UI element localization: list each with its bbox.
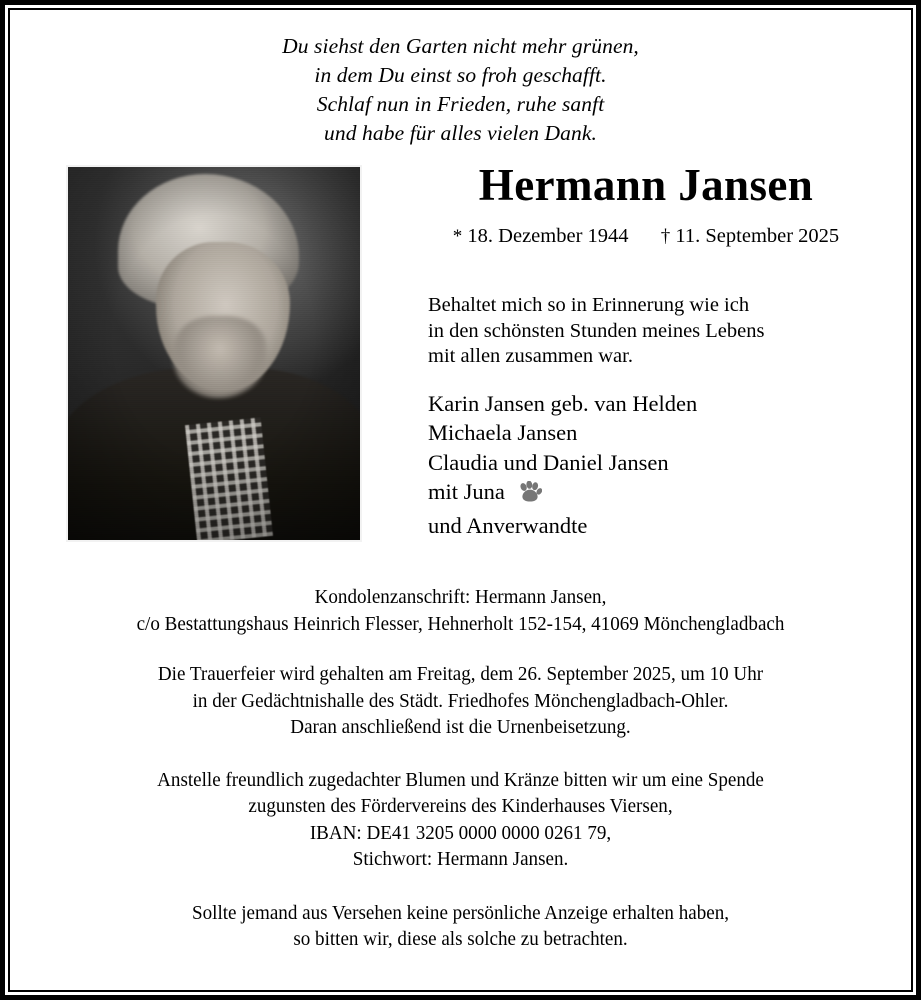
poem-line: Schlaf nun in Frieden, ruhe sanft	[316, 92, 605, 116]
obituary-card	[10, 10, 911, 990]
deceased-name: Hermann Jansen	[478, 160, 814, 210]
portrait-photo	[68, 167, 360, 540]
closing-block	[42, 873, 880, 953]
survivors-block	[400, 370, 892, 541]
remembrance-line: Behaltet mich so in Erinnerung wie ich	[428, 294, 750, 316]
lower-sections	[10, 548, 911, 953]
condolence-line: c/o Bestattungshaus Heinrich Flesser, Hehnerholt 152-154, 41069 Mönchengladbach	[136, 612, 785, 635]
closing-line: so bitten wir, diese als solche zu betrachten.	[293, 928, 628, 950]
donation-block	[42, 741, 880, 873]
survivor-name: Michaela Jansen	[428, 420, 578, 445]
remembrance-line: mit allen zusammen war.	[428, 345, 633, 367]
remembrance-block	[400, 250, 892, 370]
portrait-and-details	[10, 148, 911, 548]
donation-reference: Stichwort: Hermann Jansen.	[352, 848, 569, 870]
condolence-block	[42, 548, 880, 637]
frame-inner-rule	[8, 8, 913, 992]
survivor-name: Karin Jansen geb. van Helden	[428, 390, 698, 416]
portrait-vignette	[68, 167, 360, 540]
donation-iban: IBAN: DE41 3205 0000 0000 0261 79,	[309, 821, 612, 844]
survivor-name: Claudia und Daniel Jansen	[428, 449, 669, 475]
remembrance-line: in den schönsten Stunden meines Lebens	[428, 319, 765, 342]
service-line: Die Trauerfeier wird gehalten am Freitag, dem 26. September 2025, um 10 Uhr	[157, 663, 764, 685]
condolence-line: Kondolenzanschrift: Hermann Jansen,	[314, 586, 607, 608]
poem-line: Du siehst den Garten nicht mehr grünen,	[282, 34, 639, 58]
birth-date: 18. Dezember 1944	[467, 225, 629, 247]
survivors-closing-line: und Anverwandte	[428, 512, 588, 538]
death-date: 11. September 2025	[675, 225, 840, 247]
pet-name: mit Juna	[428, 479, 505, 504]
frame-white-gap	[5, 5, 916, 995]
poem-block	[10, 10, 911, 148]
death-cross-icon: †	[660, 226, 671, 247]
donation-line: Anstelle freundlich zugedachter Blumen und Kränze bitten wir um eine Spende	[157, 768, 764, 791]
service-block	[42, 637, 880, 741]
service-line: Daran anschließend ist die Urnenbeisetzung.	[290, 716, 631, 738]
donation-line: zugunsten des Fördervereins des Kinderhauses Viersen,	[248, 795, 673, 817]
service-line: in der Gedächtnishalle des Städt. Friedhofes Mönchengladbach-Ohler.	[192, 689, 729, 712]
life-dates	[400, 210, 892, 250]
poem-line: und habe für alles vielen Dank.	[324, 121, 597, 145]
closing-line: Sollte jemand aus Versehen keine persönliche Anzeige erhalten haben,	[192, 901, 729, 924]
portrait-frame	[66, 165, 362, 542]
poem-line: in dem Du einst so froh geschafft.	[314, 63, 607, 87]
details-column	[400, 148, 892, 540]
paw-print-icon	[517, 481, 542, 511]
birth-star-icon: *	[452, 226, 463, 247]
survivor-pet-line	[428, 477, 892, 511]
